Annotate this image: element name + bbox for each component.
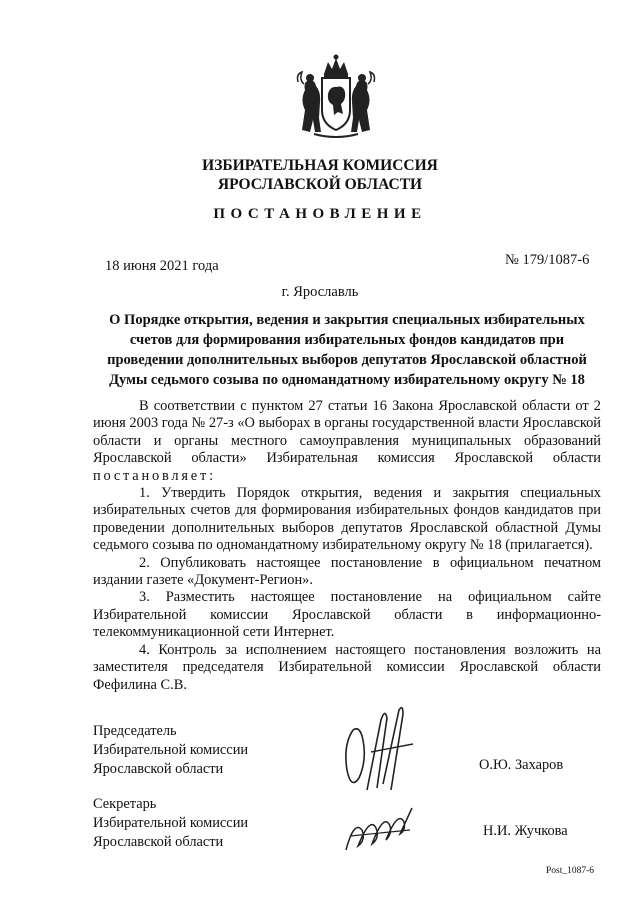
document-city: г. Ярославль: [281, 284, 359, 300]
body-intro-paragraph: [93, 398, 601, 485]
organization-name-line1: ИЗБИРАТЕЛЬНАЯ КОМИССИЯ: [202, 157, 438, 174]
decree-word: постановляет:: [93, 467, 216, 484]
secretary-title-line1: Секретарь: [93, 796, 157, 812]
body-item-2: 2. Опубликовать настоящее постановление в официальном печатном издании газете «Документ-Регион».: [93, 554, 601, 589]
secretary-handwritten-signature: [340, 800, 422, 860]
secretary-title-line3: Ярославской области: [93, 834, 224, 850]
chair-title-line3: Ярославской области: [93, 761, 224, 777]
secretary-signature-block: [93, 795, 248, 852]
chair-name: О.Ю. Захаров: [479, 757, 564, 773]
chair-handwritten-signature: [333, 700, 425, 796]
footer-code: Post_1087-6: [546, 866, 595, 876]
chair-signature-block: [93, 722, 248, 779]
document-date: 18 июня 2021 года: [105, 258, 219, 274]
document-subject: О Порядке открытия, ведения и закрытия специальных избирательных счетов для формирования избирательных фондов кандидатов при проведении дополнительных выборов депутатов Ярославской областной Думы седьмого созыва по одномандатному избирательному округу № 18: [107, 312, 587, 388]
body-item-3: 3. Разместить настоящее постановление на официальном сайте Избирательной комиссии Ярославской области в информационно-телекоммуникационной сети Интернет.: [93, 589, 601, 641]
secretary-name: Н.И. Жучкова: [483, 823, 568, 839]
body-item-4: 4. Контроль за исполнением настоящего постановления возложить на заместителя председателя Избирательной комиссии Ярославской области Фефилина С.В.: [93, 641, 601, 693]
secretary-title-line2: Избирательной комиссии: [93, 815, 249, 831]
document-body: [93, 398, 601, 694]
coat-of-arms-icon: [290, 52, 382, 140]
chair-title-line1: Председатель: [93, 723, 177, 739]
organization-name-line2: ЯРОСЛАВСКОЙ ОБЛАСТИ: [217, 176, 423, 193]
document-type-title: ПОСТАНОВЛЕНИЕ: [213, 206, 427, 222]
body-intro-text: В соответствии с пунктом 27 статьи 16 Закона Ярославской области от 2 июня 2003 года № 27-з «О выборах в органы государственной власти Ярославской области и органы местного самоуправления муниципальных образований Ярославской области» Избирательная комиссия Ярославской области: [93, 398, 601, 467]
chair-title-line2: Избирательной комиссии: [93, 742, 249, 758]
body-item-1: 1. Утвердить Порядок открытия, ведения и закрытия специальных избирательных счетов для формирования избирательных фондов кандидатов при проведении дополнительных выборов депутатов Ярославской областной Думы седьмого созыва по одномандатному избирательному округу № 18 (прилагается).: [93, 485, 601, 554]
document-number: № 179/1087-6: [505, 252, 590, 268]
